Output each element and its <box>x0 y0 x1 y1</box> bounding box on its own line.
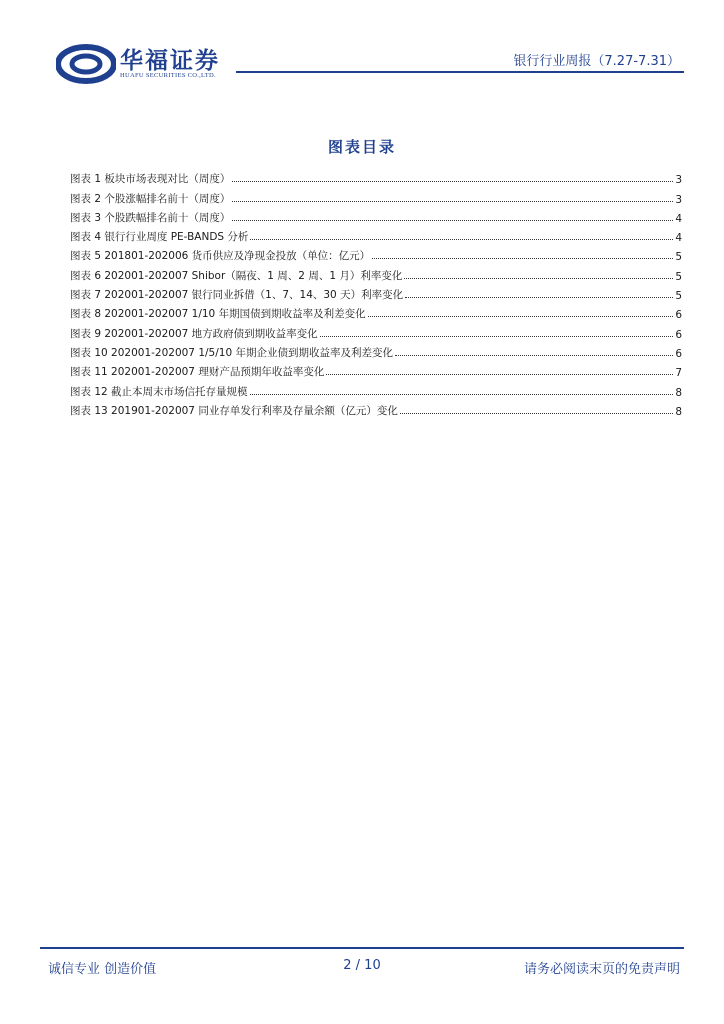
toc-entry[interactable] <box>70 263 682 282</box>
toc-entry[interactable] <box>70 283 682 302</box>
toc-entry-page: 6 <box>675 328 682 341</box>
table-of-figures <box>70 167 682 418</box>
toc-leader-dots <box>326 374 673 375</box>
toc-entry[interactable] <box>70 379 682 398</box>
toc-entry-label: 图表 1 板块市场表现对比（周度） <box>70 173 231 186</box>
toc-leader-dots <box>250 239 673 240</box>
toc-leader-dots <box>320 336 674 337</box>
toc-entry[interactable] <box>70 167 682 186</box>
toc-leader-dots <box>372 258 673 259</box>
toc-leader-dots <box>232 220 673 221</box>
toc-entry-page: 7 <box>675 367 682 380</box>
toc-entry[interactable] <box>70 399 682 418</box>
toc-entry-label: 图表 7 202001-202007 银行同业拆借（1、7、14、30 天）利率变化 <box>70 289 404 302</box>
toc-entry-label: 图表 2 个股涨幅排名前十（周度） <box>70 192 231 205</box>
toc-entry[interactable] <box>70 321 682 340</box>
toc-entry-label: 图表 8 202001-202007 1/10 年期国债到期收益率及利差变化 <box>70 308 366 321</box>
toc-entry-label: 图表 4 银行行业周度 PE-BANDS 分析 <box>70 231 249 244</box>
toc-leader-dots <box>404 278 673 279</box>
toc-entry-page: 4 <box>675 232 682 245</box>
toc-leader-dots <box>250 394 674 395</box>
toc-entry-label: 图表 11 202001-202007 理财产品预期年收益率变化 <box>70 366 325 379</box>
toc-entry-page: 8 <box>675 405 682 418</box>
toc-entry-page: 6 <box>675 347 682 360</box>
toc-leader-dots <box>232 181 673 182</box>
toc-leader-dots <box>400 413 673 414</box>
header-divider <box>236 71 684 73</box>
page-indicator: 2 / 10 <box>343 958 381 973</box>
toc-entry[interactable] <box>70 341 682 360</box>
toc-entry-page: 3 <box>675 174 682 187</box>
toc-entry-page: 4 <box>675 212 682 225</box>
toc-entry-page: 3 <box>675 193 682 206</box>
toc-leader-dots <box>395 355 673 356</box>
footer-disclaimer: 请务必阅读末页的免责声明 <box>523 962 680 977</box>
footer-divider <box>40 947 684 949</box>
toc-entry-label: 图表 5 201801-202006 货币供应及净现金投放（单位：亿元） <box>70 250 371 263</box>
toc-entry-label: 图表 6 202001-202007 Shibor（隔夜、1 周、2 周、1 月）利率变化 <box>70 269 403 282</box>
company-logo <box>56 42 246 86</box>
toc-leader-dots <box>232 201 673 202</box>
toc-entry[interactable] <box>70 302 682 321</box>
toc-entry-page: 5 <box>675 251 682 264</box>
toc-entry-label: 图表 9 202001-202007 地方政府债到期收益率变化 <box>70 327 318 340</box>
toc-entry[interactable] <box>70 206 682 225</box>
huafu-logo-icon <box>56 42 116 86</box>
report-title: 银行行业周报（7.27-7.31） <box>513 54 680 69</box>
toc-entry-page: 8 <box>675 386 682 399</box>
toc-entry-label: 图表 13 201901-202007 同业存单发行利率及存量余额（亿元）变化 <box>70 404 398 417</box>
toc-entry[interactable] <box>70 360 682 379</box>
toc-leader-dots <box>405 297 673 298</box>
toc-leader-dots <box>368 316 674 317</box>
toc-entry-label: 图表 10 202001-202007 1/5/10 年期企业债到期收益率及利差变化 <box>70 346 393 359</box>
logo-english-name: HUAFU SECURITIES CO.,LTD. <box>120 72 216 79</box>
toc-entry-page: 6 <box>675 309 682 322</box>
toc-entry-label: 图表 3 个股跌幅排名前十（周度） <box>70 211 231 224</box>
toc-title: 图表目录 <box>327 138 396 156</box>
toc-entry-page: 5 <box>675 290 682 303</box>
toc-entry-label: 图表 12 截止本周末市场信托存量规模 <box>70 385 248 398</box>
logo-chinese-name: 华福证券 <box>120 48 220 74</box>
toc-entry-page: 5 <box>675 270 682 283</box>
footer-slogan: 诚信专业 创造价值 <box>48 962 157 977</box>
toc-entry[interactable] <box>70 244 682 263</box>
toc-entry[interactable] <box>70 186 682 205</box>
toc-entry[interactable] <box>70 225 682 244</box>
